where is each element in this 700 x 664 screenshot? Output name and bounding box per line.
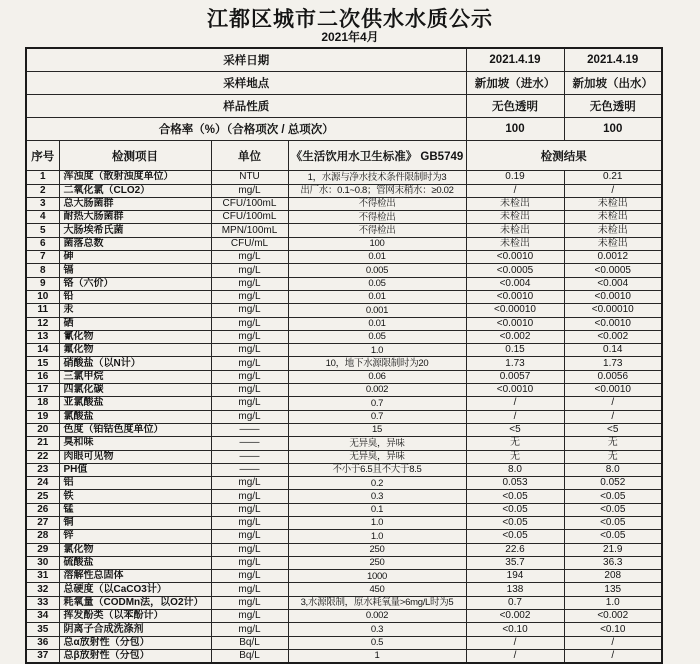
table-row	[26, 370, 662, 383]
row-result-inlet: <0.05	[466, 530, 564, 543]
row-unit: mg/L	[211, 304, 288, 317]
row-seq: 3	[26, 197, 59, 210]
row-unit: CFU/100mL	[211, 211, 288, 224]
row-item: 总硬度（以CaCO3计）	[59, 583, 211, 596]
row-standard: 1000	[288, 570, 466, 583]
table-row	[26, 450, 662, 463]
row-result-outlet: 未检出	[564, 237, 662, 250]
row-result-outlet: 未检出	[564, 224, 662, 237]
column-header-item: 检测项目	[59, 141, 211, 171]
column-header-row	[26, 141, 662, 171]
row-seq: 16	[26, 370, 59, 383]
row-standard: 0.3	[288, 490, 466, 503]
row-unit: mg/L	[211, 397, 288, 410]
pass-rate-row	[26, 118, 662, 141]
table-row	[26, 317, 662, 330]
column-header-seq: 序号	[26, 141, 59, 171]
row-result-outlet: 0.14	[564, 344, 662, 357]
sampling-date-label: 采样日期	[26, 48, 466, 72]
row-item: 阴离子合成洗涤剂	[59, 623, 211, 636]
row-result-inlet: <0.004	[466, 277, 564, 290]
row-result-inlet: 35.7	[466, 556, 564, 569]
row-seq: 37	[26, 649, 59, 663]
table-row	[26, 384, 662, 397]
pass-rate-outlet: 100	[564, 118, 662, 141]
table-row	[26, 397, 662, 410]
row-result-inlet: 0.7	[466, 596, 564, 609]
row-unit: mg/L	[211, 477, 288, 490]
row-item: 臭和味	[59, 437, 211, 450]
row-unit: mg/L	[211, 490, 288, 503]
row-result-outlet: 未检出	[564, 197, 662, 210]
row-seq: 20	[26, 423, 59, 436]
sample-property-row	[26, 95, 662, 118]
row-unit: mg/L	[211, 410, 288, 423]
row-result-outlet: <0.05	[564, 490, 662, 503]
sampling-location-inlet: 新加坡（进水）	[466, 72, 564, 95]
row-seq: 2	[26, 184, 59, 197]
sampling-date-outlet: 2021.4.19	[564, 48, 662, 72]
row-item: 硝酸盐（以N计）	[59, 357, 211, 370]
row-item: 三氯甲烷	[59, 370, 211, 383]
row-result-outlet: 21.9	[564, 543, 662, 556]
row-seq: 34	[26, 610, 59, 623]
table-info-section	[26, 48, 662, 171]
report-sheet	[25, 47, 661, 664]
row-item: 汞	[59, 304, 211, 317]
row-standard: 不得检出	[288, 211, 466, 224]
row-result-inlet: 无	[466, 437, 564, 450]
row-seq: 24	[26, 477, 59, 490]
table-row	[26, 224, 662, 237]
row-result-outlet: 0.0056	[564, 370, 662, 383]
row-seq: 26	[26, 503, 59, 516]
row-seq: 4	[26, 211, 59, 224]
row-seq: 31	[26, 570, 59, 583]
row-result-inlet: 未检出	[466, 197, 564, 210]
row-result-outlet: /	[564, 397, 662, 410]
row-seq: 12	[26, 317, 59, 330]
row-item: 四氯化碳	[59, 384, 211, 397]
row-item: 大肠埃希氏菌	[59, 224, 211, 237]
row-standard: 250	[288, 543, 466, 556]
table-row	[26, 264, 662, 277]
row-result-outlet: 0.052	[564, 477, 662, 490]
row-result-inlet: <0.05	[466, 517, 564, 530]
table-row	[26, 197, 662, 210]
row-seq: 32	[26, 583, 59, 596]
row-unit: mg/L	[211, 330, 288, 343]
row-standard: 不小于6.5且不大于8.5	[288, 463, 466, 476]
row-seq: 15	[26, 357, 59, 370]
row-item: 总大肠菌群	[59, 197, 211, 210]
row-seq: 25	[26, 490, 59, 503]
table-row	[26, 596, 662, 609]
row-unit: mg/L	[211, 370, 288, 383]
row-seq: 6	[26, 237, 59, 250]
row-result-inlet: /	[466, 397, 564, 410]
row-result-inlet: /	[466, 410, 564, 423]
row-result-outlet: <0.0005	[564, 264, 662, 277]
row-standard: 无异臭，异味	[288, 450, 466, 463]
row-standard: 0.01	[288, 317, 466, 330]
water-quality-table	[25, 47, 663, 664]
row-seq: 5	[26, 224, 59, 237]
row-item: 溶解性总固体	[59, 570, 211, 583]
sampling-location-row	[26, 72, 662, 95]
row-standard: 1.0	[288, 344, 466, 357]
row-unit: mg/L	[211, 503, 288, 516]
row-result-outlet: <0.004	[564, 277, 662, 290]
page-subtitle: 2021年4月	[321, 30, 379, 45]
row-seq: 9	[26, 277, 59, 290]
row-result-outlet: 8.0	[564, 463, 662, 476]
row-result-outlet: 1.73	[564, 357, 662, 370]
pass-rate-inlet: 100	[466, 118, 564, 141]
row-item: 铬（六价）	[59, 277, 211, 290]
row-seq: 7	[26, 251, 59, 264]
row-item: 浑浊度（散射浊度单位）	[59, 171, 211, 184]
row-seq: 18	[26, 397, 59, 410]
row-standard: 0.3	[288, 623, 466, 636]
table-row	[26, 171, 662, 184]
row-result-inlet: 0.053	[466, 477, 564, 490]
row-item: 硒	[59, 317, 211, 330]
sample-property-outlet: 无色透明	[564, 95, 662, 118]
row-result-inlet: 22.6	[466, 543, 564, 556]
row-result-inlet: <0.0010	[466, 290, 564, 303]
row-unit: mg/L	[211, 596, 288, 609]
row-item: 亚氯酸盐	[59, 397, 211, 410]
row-standard: 0.001	[288, 304, 466, 317]
row-seq: 11	[26, 304, 59, 317]
row-item: 氯酸盐	[59, 410, 211, 423]
row-unit: mg/L	[211, 623, 288, 636]
column-header-unit: 单位	[211, 141, 288, 171]
table-row	[26, 543, 662, 556]
row-item: 总β放射性（分包）	[59, 649, 211, 663]
row-unit: ——	[211, 423, 288, 436]
row-item: 砷	[59, 251, 211, 264]
row-standard: 0.01	[288, 290, 466, 303]
sampling-location-label: 采样地点	[26, 72, 466, 95]
row-unit: mg/L	[211, 583, 288, 596]
row-unit: mg/L	[211, 517, 288, 530]
sample-property-inlet: 无色透明	[466, 95, 564, 118]
row-standard: 1.0	[288, 530, 466, 543]
row-standard: 1，水源与净水技术条件限制时为3	[288, 171, 466, 184]
row-result-inlet: 138	[466, 583, 564, 596]
row-standard: 450	[288, 583, 466, 596]
row-result-inlet: /	[466, 184, 564, 197]
table-row	[26, 423, 662, 436]
row-standard: 出厂水：0.1~0.8；管网末稍水：≥0.02	[288, 184, 466, 197]
row-standard: 3,水源限制，原水耗氧量>6mg/L时为5	[288, 596, 466, 609]
row-result-outlet: <0.00010	[564, 304, 662, 317]
row-standard: 0.002	[288, 384, 466, 397]
row-seq: 10	[26, 290, 59, 303]
row-seq: 1	[26, 171, 59, 184]
row-result-inlet: <0.00010	[466, 304, 564, 317]
row-unit: mg/L	[211, 184, 288, 197]
row-result-outlet: 0.21	[564, 171, 662, 184]
table-row	[26, 477, 662, 490]
row-item: PH值	[59, 463, 211, 476]
row-result-inlet: 无	[466, 450, 564, 463]
pass-rate-label: 合格率（%）（合格项次 / 总项次）	[26, 118, 466, 141]
table-row	[26, 570, 662, 583]
row-result-outlet: /	[564, 184, 662, 197]
row-item: 总α放射性（分包）	[59, 636, 211, 649]
row-result-inlet: <0.0010	[466, 251, 564, 264]
row-standard: 15	[288, 423, 466, 436]
row-result-outlet: 1.0	[564, 596, 662, 609]
row-item: 耐热大肠菌群	[59, 211, 211, 224]
sample-property-label: 样品性质	[26, 95, 466, 118]
column-header-standard: 《生活饮用水卫生标准》 GB5749	[288, 141, 466, 171]
row-result-inlet: <0.05	[466, 503, 564, 516]
row-standard: 0.7	[288, 410, 466, 423]
row-unit: mg/L	[211, 251, 288, 264]
row-unit: mg/L	[211, 344, 288, 357]
row-seq: 29	[26, 543, 59, 556]
row-result-outlet: <0.0010	[564, 290, 662, 303]
page-title: 江都区城市二次供水水质公示	[207, 8, 493, 31]
row-item: 铝	[59, 477, 211, 490]
row-unit: mg/L	[211, 277, 288, 290]
row-standard: 0.005	[288, 264, 466, 277]
row-item: 挥发酚类（以苯酚计）	[59, 610, 211, 623]
row-result-inlet: 未检出	[466, 211, 564, 224]
row-standard: 无异臭，异味	[288, 437, 466, 450]
row-result-inlet: /	[466, 649, 564, 663]
row-unit: mg/L	[211, 570, 288, 583]
row-result-inlet: <0.0010	[466, 384, 564, 397]
table-row	[26, 517, 662, 530]
row-unit: mg/L	[211, 384, 288, 397]
row-result-outlet: <0.002	[564, 610, 662, 623]
row-item: 铜	[59, 517, 211, 530]
table-row	[26, 490, 662, 503]
row-unit: NTU	[211, 171, 288, 184]
row-result-inlet: <0.0010	[466, 317, 564, 330]
row-result-inlet: 1.73	[466, 357, 564, 370]
row-seq: 13	[26, 330, 59, 343]
row-seq: 33	[26, 596, 59, 609]
row-result-outlet: 无	[564, 437, 662, 450]
row-standard: 1	[288, 649, 466, 663]
row-unit: CFU/mL	[211, 237, 288, 250]
table-row	[26, 357, 662, 370]
row-result-inlet: <0.10	[466, 623, 564, 636]
sampling-date-inlet: 2021.4.19	[466, 48, 564, 72]
row-seq: 28	[26, 530, 59, 543]
row-unit: ——	[211, 437, 288, 450]
table-row	[26, 463, 662, 476]
row-result-inlet: <0.0005	[466, 264, 564, 277]
table-row	[26, 211, 662, 224]
row-unit: mg/L	[211, 543, 288, 556]
table-row	[26, 251, 662, 264]
row-result-inlet: 0.0057	[466, 370, 564, 383]
table-row	[26, 649, 662, 663]
sampling-location-outlet: 新加坡（出水）	[564, 72, 662, 95]
row-standard: 0.5	[288, 636, 466, 649]
table-data-section	[26, 171, 662, 663]
row-result-inlet: 未检出	[466, 224, 564, 237]
row-seq: 36	[26, 636, 59, 649]
table-row	[26, 503, 662, 516]
row-result-outlet: /	[564, 636, 662, 649]
row-result-outlet: <0.05	[564, 530, 662, 543]
row-result-outlet: <0.05	[564, 503, 662, 516]
row-result-outlet: <0.0010	[564, 384, 662, 397]
row-standard: 0.05	[288, 277, 466, 290]
row-unit: mg/L	[211, 556, 288, 569]
row-unit: mg/L	[211, 290, 288, 303]
row-item: 锰	[59, 503, 211, 516]
row-standard: 0.1	[288, 503, 466, 516]
row-standard: 100	[288, 237, 466, 250]
row-item: 镉	[59, 264, 211, 277]
row-result-outlet: <5	[564, 423, 662, 436]
row-result-inlet: <0.05	[466, 490, 564, 503]
row-seq: 19	[26, 410, 59, 423]
row-seq: 17	[26, 384, 59, 397]
row-seq: 27	[26, 517, 59, 530]
row-item: 氰化物	[59, 330, 211, 343]
row-standard: 0.06	[288, 370, 466, 383]
row-result-outlet: /	[564, 410, 662, 423]
row-result-outlet: 36.3	[564, 556, 662, 569]
row-standard: 1.0	[288, 517, 466, 530]
row-unit: mg/L	[211, 530, 288, 543]
row-unit: MPN/100mL	[211, 224, 288, 237]
row-result-inlet: /	[466, 636, 564, 649]
table-row	[26, 277, 662, 290]
row-result-inlet: 0.19	[466, 171, 564, 184]
row-standard: 0.7	[288, 397, 466, 410]
table-row	[26, 344, 662, 357]
row-item: 肉眼可见物	[59, 450, 211, 463]
row-standard: 0.01	[288, 251, 466, 264]
sampling-date-row	[26, 48, 662, 72]
row-item: 氟化物	[59, 344, 211, 357]
row-unit: mg/L	[211, 317, 288, 330]
row-unit: Bq/L	[211, 649, 288, 663]
row-item: 菌落总数	[59, 237, 211, 250]
row-item: 耗氧量（CODMn法，以O2计）	[59, 596, 211, 609]
row-unit: mg/L	[211, 264, 288, 277]
table-row	[26, 610, 662, 623]
row-item: 二氧化氯（CLO2）	[59, 184, 211, 197]
row-seq: 21	[26, 437, 59, 450]
row-item: 氯化物	[59, 543, 211, 556]
row-unit: mg/L	[211, 610, 288, 623]
row-standard: 0.2	[288, 477, 466, 490]
table-row	[26, 410, 662, 423]
row-result-outlet: <0.10	[564, 623, 662, 636]
row-seq: 8	[26, 264, 59, 277]
table-row	[26, 437, 662, 450]
table-row	[26, 237, 662, 250]
row-result-inlet: <0.002	[466, 330, 564, 343]
row-seq: 30	[26, 556, 59, 569]
row-standard: 250	[288, 556, 466, 569]
row-result-outlet: <0.05	[564, 517, 662, 530]
row-result-inlet: 8.0	[466, 463, 564, 476]
row-standard: 0.05	[288, 330, 466, 343]
row-item: 铁	[59, 490, 211, 503]
table-row	[26, 290, 662, 303]
row-unit: Bq/L	[211, 636, 288, 649]
row-unit: ——	[211, 463, 288, 476]
column-header-result: 检测结果	[466, 141, 662, 171]
row-result-outlet: 135	[564, 583, 662, 596]
row-seq: 23	[26, 463, 59, 476]
row-unit: ——	[211, 450, 288, 463]
row-result-outlet: 208	[564, 570, 662, 583]
row-standard: 不得检出	[288, 197, 466, 210]
row-standard: 10，地下水源限制时为20	[288, 357, 466, 370]
row-seq: 22	[26, 450, 59, 463]
table-row	[26, 623, 662, 636]
table-row	[26, 330, 662, 343]
row-item: 色度（铂钴色度单位）	[59, 423, 211, 436]
row-item: 硫酸盐	[59, 556, 211, 569]
table-row	[26, 530, 662, 543]
row-result-inlet: <5	[466, 423, 564, 436]
table-row	[26, 583, 662, 596]
row-standard: 不得检出	[288, 224, 466, 237]
row-result-outlet: 0.0012	[564, 251, 662, 264]
table-row	[26, 556, 662, 569]
row-result-inlet: 0.15	[466, 344, 564, 357]
row-seq: 35	[26, 623, 59, 636]
row-result-outlet: /	[564, 649, 662, 663]
row-item: 锌	[59, 530, 211, 543]
row-result-outlet: 未检出	[564, 211, 662, 224]
row-item: 铅	[59, 290, 211, 303]
row-standard: 0.002	[288, 610, 466, 623]
table-row	[26, 304, 662, 317]
table-row	[26, 636, 662, 649]
row-unit: mg/L	[211, 357, 288, 370]
row-result-outlet: <0.0010	[564, 317, 662, 330]
row-seq: 14	[26, 344, 59, 357]
table-row	[26, 184, 662, 197]
row-result-inlet: 未检出	[466, 237, 564, 250]
row-unit: CFU/100mL	[211, 197, 288, 210]
row-result-outlet: 无	[564, 450, 662, 463]
row-result-outlet: <0.002	[564, 330, 662, 343]
row-result-inlet: <0.002	[466, 610, 564, 623]
row-result-inlet: 194	[466, 570, 564, 583]
